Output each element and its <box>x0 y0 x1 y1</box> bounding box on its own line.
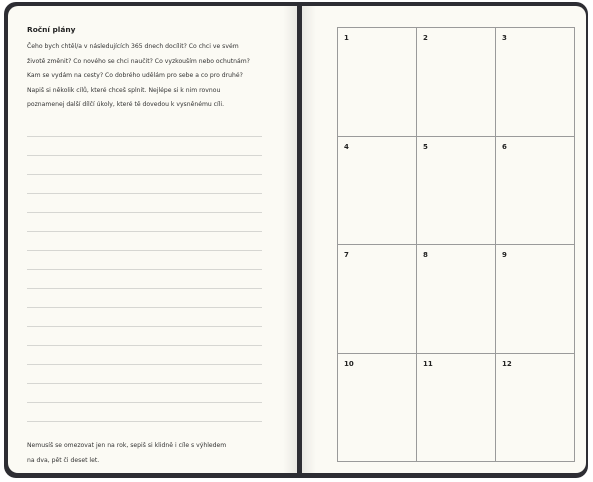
writing-line[interactable] <box>27 118 262 137</box>
intro-line: Čeho bych chtěl/a v následujících 365 dnech docílit? Co chci ve svém <box>27 43 239 50</box>
writing-line[interactable] <box>27 137 262 156</box>
month-cell[interactable] <box>417 245 496 354</box>
intro-line: životě změnit? Co nového se chci naučit? Co vyzkouším nebo ochutnám? <box>27 57 250 65</box>
month-cell[interactable] <box>417 354 496 463</box>
month-number: 1 <box>344 34 349 42</box>
writing-line[interactable] <box>27 194 262 213</box>
month-number: 5 <box>423 142 428 151</box>
writing-line[interactable] <box>27 365 262 384</box>
footer-line: na dva, pět či deset let. <box>27 457 100 464</box>
writing-line[interactable] <box>27 289 262 308</box>
month-cell[interactable] <box>338 245 417 354</box>
writing-line[interactable] <box>27 232 262 251</box>
month-number: 2 <box>423 34 428 42</box>
writing-line[interactable] <box>27 251 262 270</box>
month-cell[interactable] <box>496 245 575 354</box>
month-grid <box>337 27 575 462</box>
month-number: 8 <box>423 251 428 259</box>
month-cell[interactable] <box>496 28 575 137</box>
writing-lines <box>27 118 262 422</box>
gutter-shadow <box>283 6 297 473</box>
writing-line[interactable] <box>27 156 262 175</box>
month-cell[interactable] <box>417 137 496 246</box>
right-page <box>302 6 586 473</box>
month-cell[interactable] <box>496 354 575 463</box>
month-number: 4 <box>344 142 349 151</box>
footer-line: Nemusíš se omezovat jen na rok, sepiš si klidně i cíle s výhledem <box>27 442 227 449</box>
writing-line[interactable] <box>27 308 262 327</box>
writing-line[interactable] <box>27 213 262 232</box>
writing-line[interactable] <box>27 175 262 194</box>
writing-line[interactable] <box>27 270 262 289</box>
page-title: Roční plány <box>27 25 76 34</box>
writing-line[interactable] <box>27 327 262 346</box>
planner-spread <box>4 2 588 478</box>
intro-line: Kam se vydám na cesty? Co dobrého udělám pro sebe a co pro druhé? <box>27 72 243 80</box>
writing-line[interactable] <box>27 346 262 365</box>
month-number: 9 <box>502 251 507 259</box>
gutter-shadow <box>302 6 316 473</box>
month-number: 7 <box>344 251 349 259</box>
month-number: 10 <box>344 359 354 368</box>
month-number: 6 <box>502 142 507 151</box>
month-number: 11 <box>423 359 433 368</box>
month-number: 12 <box>502 359 512 368</box>
month-cell[interactable] <box>338 137 417 246</box>
intro-text <box>27 40 262 113</box>
month-cell[interactable] <box>417 28 496 137</box>
writing-line[interactable] <box>27 384 262 403</box>
month-cell[interactable] <box>496 137 575 246</box>
intro-line: Napiš si několik cílů, které chceš splnit. Nejlépe si k nim rovnou <box>27 86 221 94</box>
intro-line: poznamenej další dílčí úkoly, které tě dovedou k vysněnému cíli. <box>27 101 225 109</box>
left-page <box>8 6 297 473</box>
month-number: 3 <box>502 34 507 42</box>
month-cell[interactable] <box>338 28 417 137</box>
footer-note <box>27 438 267 468</box>
month-cell[interactable] <box>338 354 417 463</box>
writing-line[interactable] <box>27 403 262 422</box>
